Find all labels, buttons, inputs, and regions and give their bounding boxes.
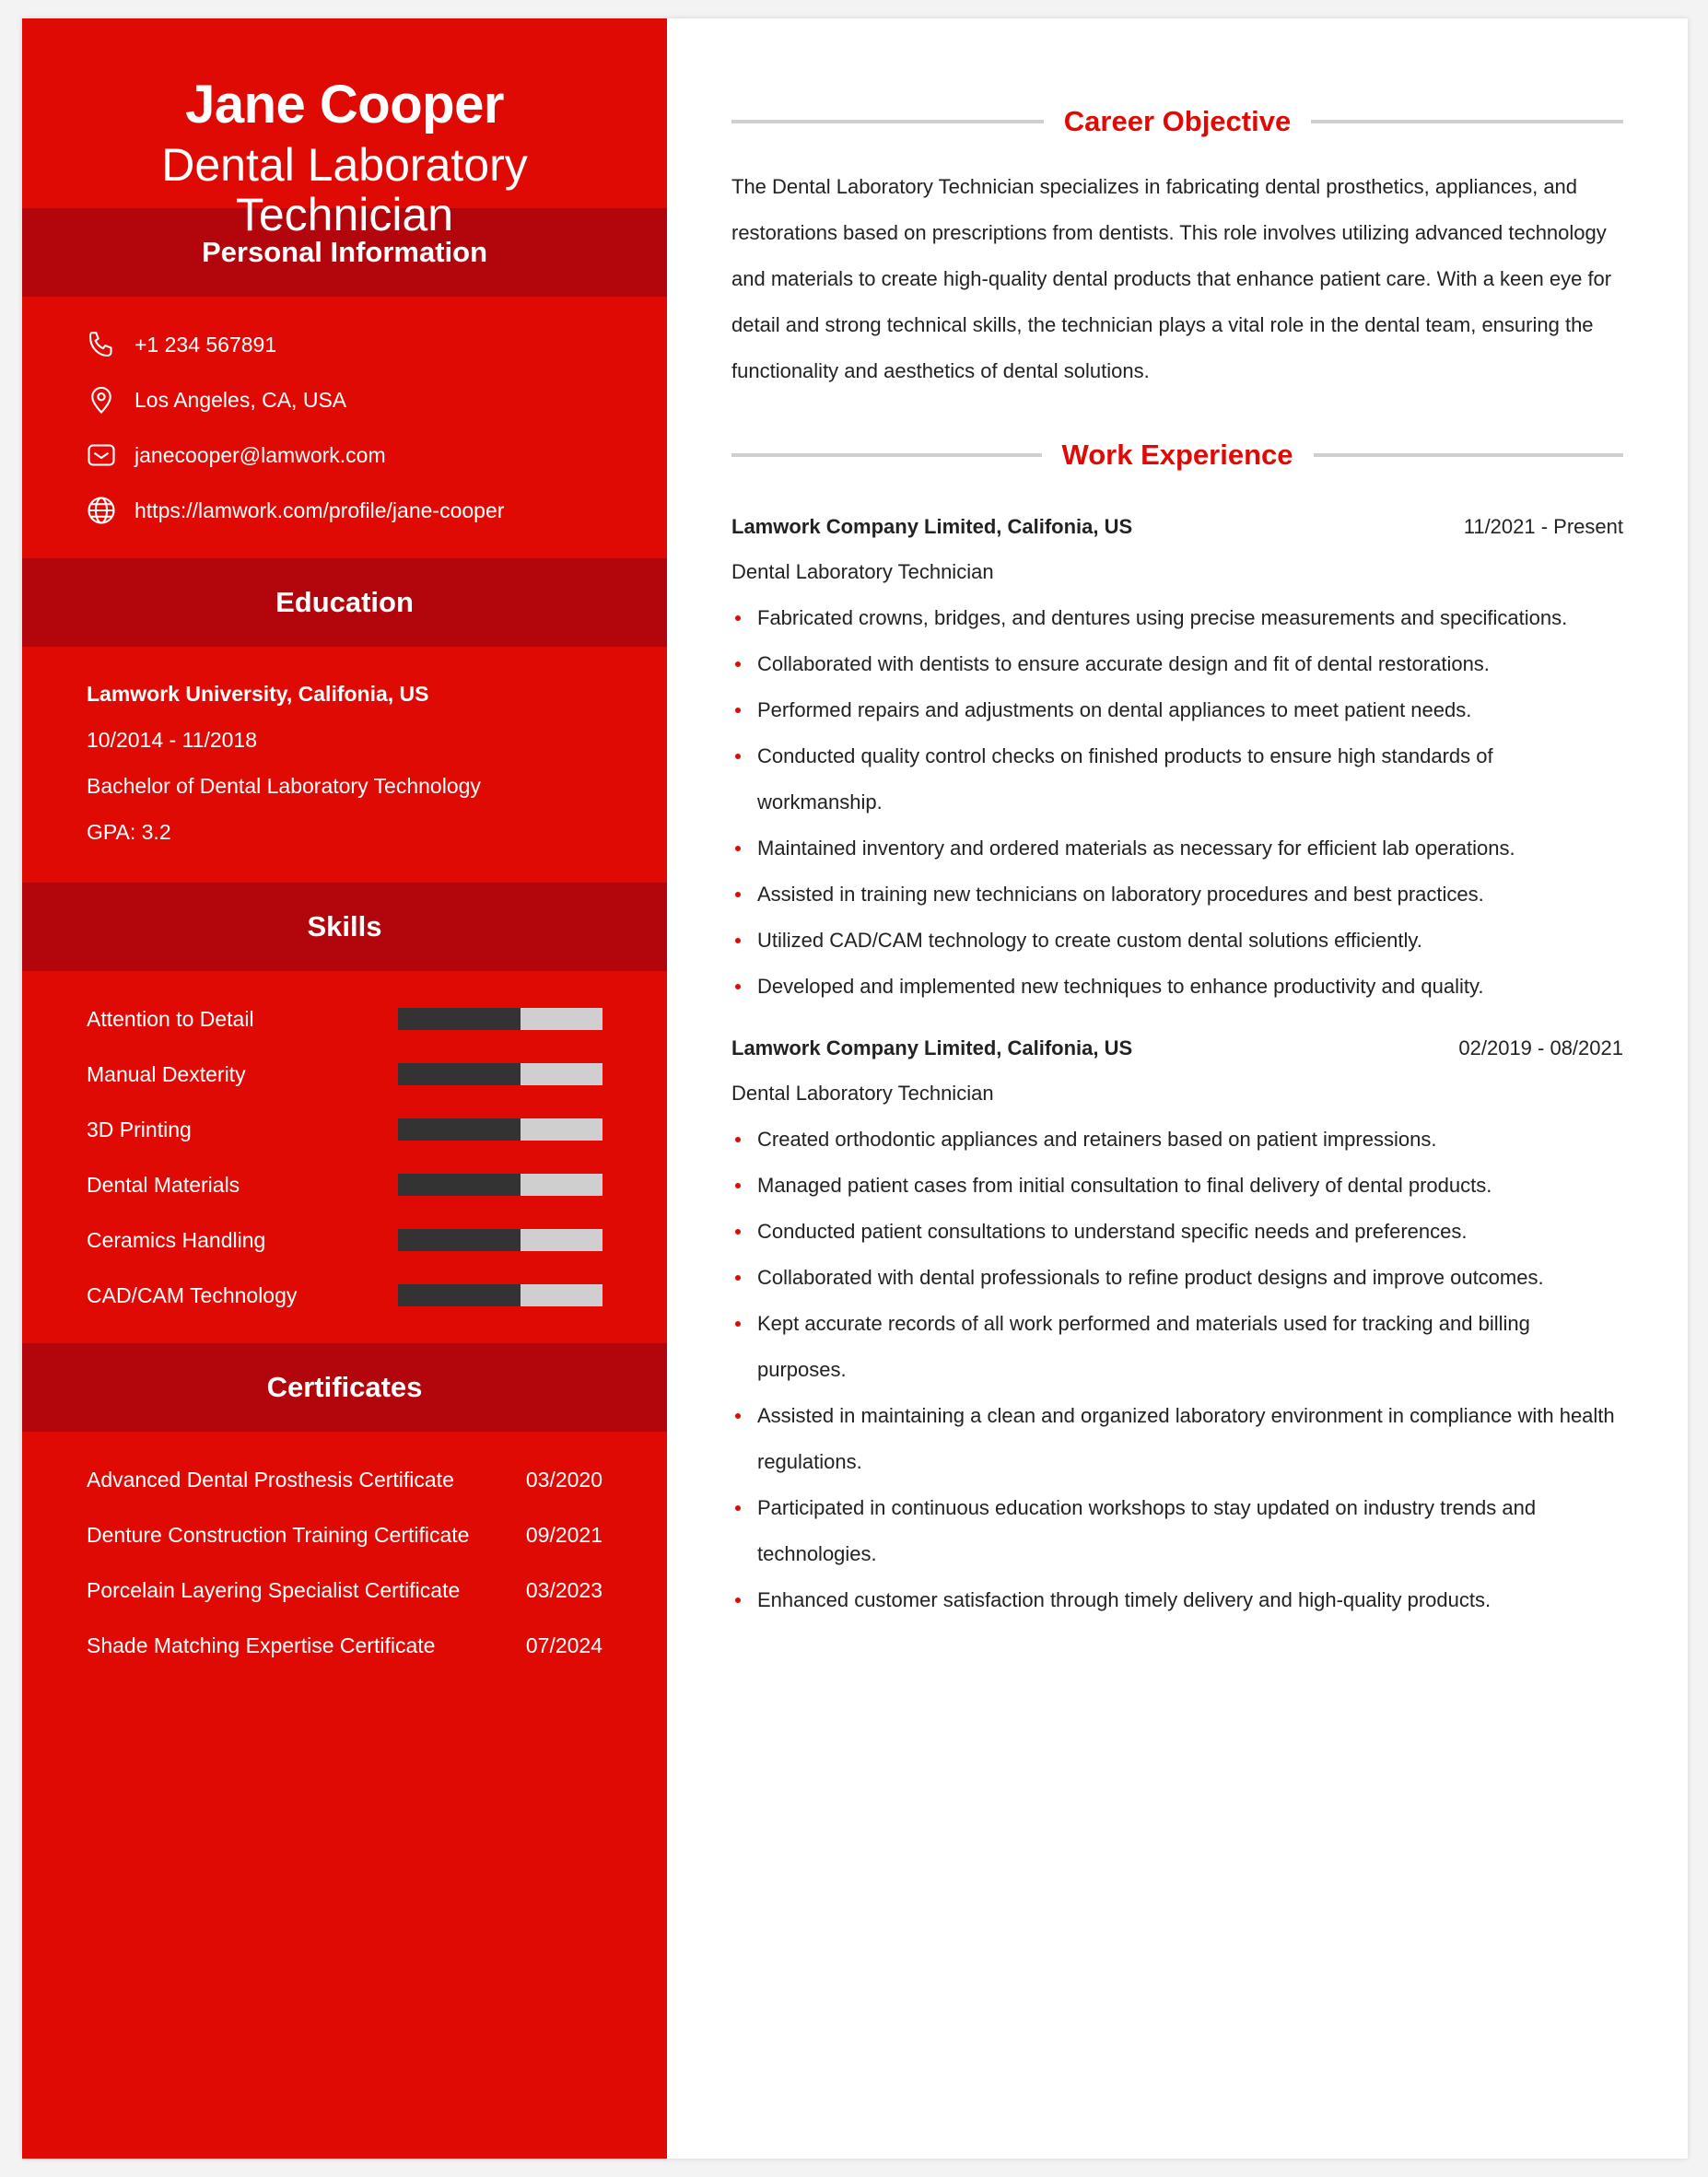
skill-level-fill	[398, 1118, 521, 1141]
job-bullet: Assisted in training new technicians on laboratory procedures and best practices.	[731, 872, 1623, 918]
certificate-item	[87, 1563, 602, 1618]
education-heading: Education	[22, 558, 667, 647]
skill-name: 3D Printing	[87, 1117, 192, 1141]
skills-list	[22, 971, 667, 1343]
certificate-date: 03/2020	[525, 1467, 602, 1492]
objective-heading-label: Career Objective	[1063, 105, 1292, 137]
certificate-date: 03/2023	[525, 1577, 602, 1602]
skill-item	[87, 1047, 602, 1102]
job-role: Dental Laboratory Technician	[731, 560, 994, 583]
job-bullet: Utilized CAD/CAM technology to create custom dental solutions efficiently.	[731, 918, 1623, 964]
email-icon	[85, 439, 118, 472]
certificate-item	[87, 1507, 602, 1563]
heading-rule-right	[1311, 120, 1623, 123]
experience-heading-label: Work Experience	[1061, 439, 1293, 471]
certificate-date: 09/2021	[525, 1522, 602, 1547]
certificate-name: Denture Construction Training Certificate	[87, 1522, 470, 1547]
skill-level-fill	[398, 1229, 521, 1251]
skill-name: Manual Dexterity	[87, 1061, 246, 1086]
job-bullet: Conducted patient consultations to understand specific needs and preferences.	[731, 1209, 1623, 1255]
job-bullet: Created orthodontic appliances and retainers based on patient impressions.	[731, 1117, 1623, 1163]
objective-heading	[731, 103, 1623, 140]
job-bullet: Fabricated crowns, bridges, and dentures using precise measurements and specifications.	[731, 595, 1623, 641]
sidebar	[22, 18, 667, 2159]
certificates-list	[22, 1432, 667, 1693]
certificate-item	[87, 1618, 602, 1673]
experience-heading	[731, 437, 1623, 474]
skill-item	[87, 1102, 602, 1157]
certificate-date: 07/2024	[525, 1633, 602, 1657]
education-block	[22, 647, 667, 883]
job-company: Lamwork Company Limited, Califonia, US	[731, 515, 1133, 538]
heading-rule-left	[731, 120, 1044, 123]
job-bullet: Developed and implemented new techniques to enhance productivity and quality.	[731, 964, 1623, 1010]
skill-level-bar	[398, 1284, 602, 1306]
skill-level-fill	[398, 1063, 521, 1085]
location-pin-icon	[85, 383, 118, 416]
job-bullet: Maintained inventory and ordered materials as necessary for efficient lab operations.	[731, 825, 1623, 872]
job-dates: 11/2021 - Present	[1463, 515, 1623, 538]
job-bullet: Participated in continuous education workshops to stay updated on industry trends and technologies.	[731, 1485, 1623, 1577]
job-bullet: Collaborated with dentists to ensure accurate design and fit of dental restorations.	[731, 641, 1623, 687]
phone-text: +1 234 567891	[135, 332, 277, 357]
job-header	[731, 510, 1623, 544]
skill-name: Dental Materials	[87, 1172, 240, 1197]
contact-email	[22, 427, 667, 483]
globe-icon	[85, 494, 118, 527]
resume-page	[22, 18, 1688, 2159]
skill-level-fill	[398, 1284, 521, 1306]
skill-level-fill	[398, 1174, 521, 1196]
skill-name: Ceramics Handling	[87, 1227, 266, 1252]
location-text: Los Angeles, CA, USA	[135, 387, 347, 412]
job-bullet: Enhanced customer satisfaction through timely delivery and high-quality products.	[731, 1577, 1623, 1623]
certificate-name: Shade Matching Expertise Certificate	[87, 1633, 436, 1657]
job-bullets	[731, 1117, 1623, 1623]
education-dates: 10/2014 - 11/2018	[87, 728, 258, 752]
contact-website	[22, 483, 667, 538]
candidate-title: Dental Laboratory	[161, 139, 528, 191]
job-dates: 02/2019 - 08/2021	[1458, 1036, 1623, 1059]
job-bullet: Assisted in maintaining a clean and organized laboratory environment in compliance with health regulations.	[731, 1393, 1623, 1485]
email-text[interactable]: janecooper@lamwork.com	[135, 442, 386, 467]
skill-item	[87, 991, 602, 1047]
skill-level-bar	[398, 1008, 602, 1030]
certificate-item	[87, 1452, 602, 1507]
main-content	[667, 18, 1688, 2159]
job-entry	[731, 510, 1623, 1010]
contact-location	[22, 372, 667, 427]
certificates-heading: Certificates	[22, 1343, 667, 1432]
skill-item	[87, 1268, 602, 1323]
skill-item	[87, 1212, 602, 1268]
education-school: Lamwork University, Califonia, US	[87, 682, 429, 706]
heading-rule-right	[1314, 453, 1624, 457]
skill-level-bar	[398, 1229, 602, 1251]
skill-level-bar	[398, 1063, 602, 1085]
skill-level-fill	[398, 1008, 521, 1030]
resume-header	[22, 18, 667, 208]
certificate-name: Porcelain Layering Specialist Certificate	[87, 1577, 461, 1602]
job-bullet: Performed repairs and adjustments on dental appliances to meet patient needs.	[731, 687, 1623, 733]
job-role: Dental Laboratory Technician	[731, 1082, 994, 1105]
website-link[interactable]: https://lamwork.com/profile/jane-cooper	[135, 497, 505, 522]
skills-heading: Skills	[22, 883, 667, 971]
job-header	[731, 1032, 1623, 1065]
job-bullets	[731, 595, 1623, 1010]
objective-text: The Dental Laboratory Technician specializes in fabricating dental prosthetics, appliances, and restorations based on prescriptions from dentists. This role involves utilizing advanced technology and materials to create high-quality dental products that enhance patient care. With a keen eye for detail and strong technical skills, the technician plays a vital role in the dental team, ensuring the functionality and aesthetics of dental solutions.	[731, 175, 1612, 382]
contact-list	[22, 297, 667, 558]
job-bullet: Collaborated with dental professionals to refine product designs and improve outcomes.	[731, 1255, 1623, 1301]
job-entry	[731, 1032, 1623, 1623]
education-degree: Bachelor of Dental Laboratory Technology	[87, 774, 481, 798]
skill-level-bar	[398, 1174, 602, 1196]
skill-name: CAD/CAM Technology	[87, 1282, 298, 1307]
job-bullet: Managed patient cases from initial consultation to final delivery of dental products.	[731, 1163, 1623, 1209]
heading-rule-left	[731, 453, 1042, 457]
candidate-name: Jane Cooper	[185, 75, 504, 135]
education-gpa: GPA: 3.2	[87, 820, 171, 844]
skill-name: Attention to Detail	[87, 1006, 254, 1031]
job-bullet: Conducted quality control checks on finished products to ensure high standards of workmanship.	[731, 733, 1623, 825]
contact-phone	[22, 317, 667, 372]
certificate-name: Advanced Dental Prosthesis Certificate	[87, 1467, 454, 1492]
personal-info-heading: Personal Information	[22, 208, 667, 297]
job-company: Lamwork Company Limited, Califonia, US	[731, 1036, 1133, 1059]
job-bullet: Kept accurate records of all work performed and materials used for tracking and billing purposes.	[731, 1301, 1623, 1393]
skill-item	[87, 1157, 602, 1212]
phone-icon	[85, 328, 118, 361]
skill-level-bar	[398, 1118, 602, 1141]
